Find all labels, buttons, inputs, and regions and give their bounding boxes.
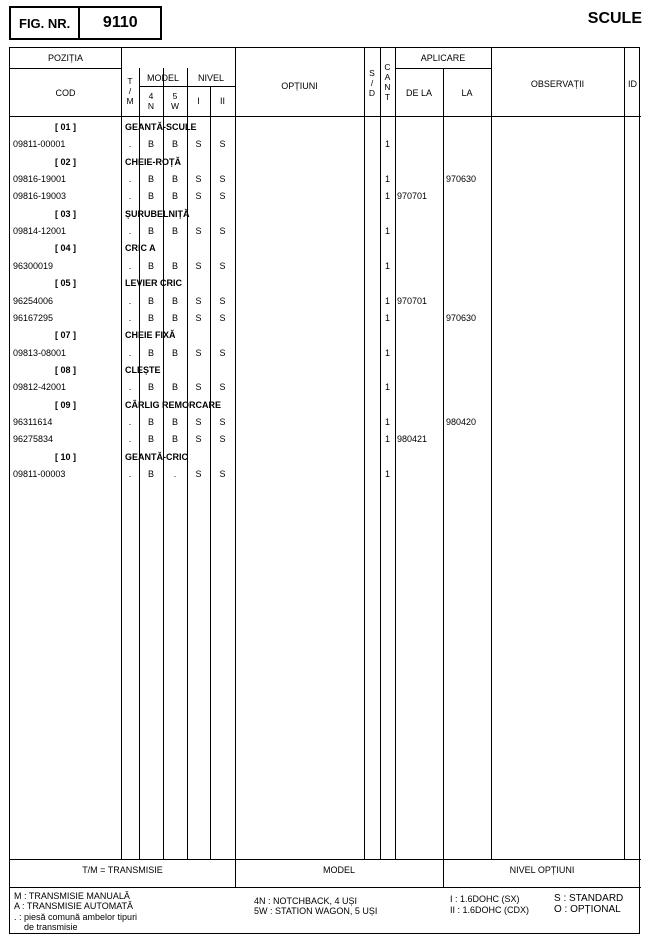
cell-nivel-2: S <box>219 295 226 306</box>
col-divider <box>121 48 122 859</box>
cell-nivel-2: S <box>219 434 226 445</box>
cell-dela: 970701 <box>397 191 428 202</box>
cell-tm: . <box>128 174 132 185</box>
cell-model-4n: B <box>147 469 154 479</box>
cell-model-5w: B <box>171 434 178 445</box>
cell-nivel-1: S <box>195 295 202 306</box>
legend-nivel-title: NIVEL OPȚIUNI <box>509 865 575 875</box>
cell-cant: 1 <box>384 139 390 150</box>
cell-la: 970630 <box>446 312 477 323</box>
cell-nivel-1: S <box>195 260 202 271</box>
position-number: [ 07 ] <box>54 330 76 341</box>
cell-cod: 96311614 <box>13 416 53 427</box>
cell-cant: 1 <box>384 174 390 185</box>
cell-model-4n: B <box>147 260 154 271</box>
cell-cod: 96254006 <box>13 295 54 306</box>
cell-nivel-1: S <box>195 416 202 427</box>
part-name: CÂRLIG REMORCARE <box>125 399 221 410</box>
cell-cant: 1 <box>384 382 390 393</box>
header-la: LA <box>461 88 473 98</box>
cell-tm: . <box>128 416 132 427</box>
figure-label: FIG. NR. <box>11 8 80 38</box>
header-divider <box>139 86 235 87</box>
cell-model-4n: B <box>147 191 154 202</box>
part-name: CLEȘTE <box>125 364 161 375</box>
cell-model-4n: B <box>147 312 154 323</box>
col-divider <box>624 48 625 859</box>
cell-nivel-1: S <box>195 347 202 358</box>
header-bottom-line <box>10 116 641 117</box>
cell-model-4n: B <box>147 295 154 306</box>
cell-nivel-1: S <box>195 312 202 323</box>
cell-model-4n: B <box>147 174 154 185</box>
cell-tm: . <box>128 469 132 479</box>
cell-nivel-1: S <box>195 174 202 185</box>
legend-tm-item: de transmisie <box>24 922 78 932</box>
cell-model-5w: B <box>171 139 178 150</box>
position-number: [ 01 ] <box>54 122 76 132</box>
col-divider <box>187 68 188 859</box>
legend-model-item: 4N : NOTCHBACK, 4 UȘI <box>254 896 358 906</box>
cell-nivel-2: S <box>219 312 226 323</box>
cell-cant: 1 <box>384 260 390 271</box>
cell-cod: 09811-00001 <box>13 139 66 150</box>
legend-standard: S : STANDARD <box>554 893 624 904</box>
cell-cod: 09812-42001 <box>13 382 67 393</box>
cell-nivel-1: S <box>195 434 202 445</box>
header-nivel-1: I <box>197 96 200 106</box>
section-title: SCULE <box>587 10 642 27</box>
cell-model-5w: B <box>171 347 178 358</box>
col-divider <box>443 68 444 887</box>
cell-cant: 1 <box>384 347 390 358</box>
cell-model-4n: B <box>147 139 154 150</box>
cell-cod: 96275834 <box>13 434 54 445</box>
header-pozitia: POZIȚIA <box>47 53 83 63</box>
cell-model-5w: B <box>171 226 178 237</box>
legend-model-item: 5W : STATION WAGON, 5 UȘI <box>254 906 378 916</box>
cell-cant: 1 <box>384 312 390 323</box>
cell-model-5w: B <box>171 295 178 306</box>
header-divider <box>10 68 122 69</box>
cell-cant: 1 <box>384 416 390 427</box>
col-divider <box>491 48 492 859</box>
cell-model-5w: B <box>171 416 178 427</box>
cell-model-5w: B <box>171 382 178 393</box>
cell-nivel-1: S <box>195 469 202 479</box>
cell-tm: . <box>128 226 132 237</box>
cell-nivel-2: S <box>219 469 226 479</box>
legend-nivel-item: II : 1.6DOHC (CDX) <box>450 905 530 915</box>
cell-cod: 96167295 <box>13 312 54 323</box>
header-tm: T / M <box>126 76 134 106</box>
cell-cod: 96300019 <box>13 260 54 271</box>
cell-tm: . <box>128 434 132 445</box>
cell-model-4n: B <box>147 434 154 445</box>
legend-tm-title: T/M = TRANSMISIE <box>82 865 163 875</box>
figure-number-box <box>9 6 162 40</box>
header-nivel-2: II <box>219 96 225 106</box>
header-dela: DE LA <box>405 88 432 98</box>
legend-tm-item: A : TRANSMISIE AUTOMATĂ <box>14 901 134 911</box>
cell-nivel-2: S <box>219 226 226 237</box>
parts-table <box>9 47 640 934</box>
cell-tm: . <box>128 139 132 150</box>
col-divider <box>163 68 164 859</box>
cell-model-5w: B <box>171 174 178 185</box>
cell-nivel-2: S <box>219 347 226 358</box>
cell-nivel-2: S <box>219 260 226 271</box>
cell-cod: 09816-19003 <box>13 191 67 202</box>
cell-tm: . <box>128 382 132 393</box>
header-cant: C A N T <box>384 62 391 102</box>
position-number: [ 03 ] <box>54 208 76 219</box>
cell-cod: 09811-00003 <box>13 469 66 479</box>
part-name: GEANTĂ-SCULE <box>125 122 197 132</box>
part-name: CHEIE-ROȚĂ <box>125 156 181 167</box>
header-nivel: NIVEL <box>197 73 224 83</box>
cell-nivel-2: S <box>219 416 226 427</box>
cell-nivel-1: S <box>195 139 202 150</box>
cell-tm: . <box>128 312 132 323</box>
col-divider <box>139 68 140 859</box>
legend-optional: O : OPȚIONAL <box>554 904 621 915</box>
position-number: [ 02 ] <box>54 156 76 167</box>
cell-model-5w: B <box>171 312 178 323</box>
cell-nivel-2: S <box>219 174 226 185</box>
cell-nivel-2: S <box>219 191 226 202</box>
cell-nivel-1: S <box>195 191 202 202</box>
cell-cod: 09816-19001 <box>13 174 67 185</box>
cell-dela: 970701 <box>397 295 428 306</box>
legend-nivel-item: I : 1.6DOHC (SX) <box>450 894 520 904</box>
cell-nivel-1: S <box>195 382 202 393</box>
header-sd: S / D <box>368 68 376 98</box>
cell-tm: . <box>128 347 132 358</box>
header-id: ID <box>628 79 637 89</box>
part-name: GEANTĂ-CRIC <box>125 451 188 462</box>
part-name: LEVIER CRIC <box>125 278 183 289</box>
header-model: MODEL <box>146 73 179 83</box>
legend-model-title: MODEL <box>322 865 355 875</box>
header-model-4n: 4 N <box>147 91 155 111</box>
cell-model-4n: B <box>147 416 154 427</box>
cell-la: 970630 <box>446 174 477 185</box>
part-name: CRIC A <box>125 243 156 254</box>
header-divider <box>395 68 491 69</box>
cell-cant: 1 <box>384 191 390 202</box>
header-cod: COD <box>55 88 76 98</box>
cell-cod: 09813-08001 <box>13 347 67 358</box>
cell-nivel-1: S <box>195 226 202 237</box>
legend-tm-item: M : TRANSMISIE MANUALĂ <box>14 891 130 901</box>
cell-tm: . <box>128 295 132 306</box>
cell-la: 980420 <box>446 416 477 427</box>
legend-top-line <box>10 859 641 860</box>
legend-tm-item: . : piesă comună ambelor tipuri <box>14 912 138 922</box>
cell-cod: 09814-12001 <box>13 226 67 237</box>
position-number: [ 04 ] <box>54 243 76 254</box>
header-model-5w: 5 W <box>170 91 180 111</box>
part-name: CHEIE FIXĂ <box>125 330 176 341</box>
cell-tm: . <box>128 191 132 202</box>
cell-cant: 1 <box>384 226 390 237</box>
header-optiuni: OPȚIUNI <box>281 81 318 91</box>
cell-model-4n: B <box>147 226 154 237</box>
cell-dela: 980421 <box>397 434 428 445</box>
col-divider <box>235 48 236 887</box>
cell-cant: 1 <box>384 295 390 306</box>
cell-nivel-2: S <box>219 139 226 150</box>
cell-model-4n: B <box>147 382 154 393</box>
position-number: [ 08 ] <box>54 364 76 375</box>
cell-cant: 1 <box>384 434 390 445</box>
cell-model-5w: B <box>171 260 178 271</box>
figure-number: 9110 <box>102 14 138 31</box>
cell-model-5w: . <box>173 469 177 479</box>
legend-header-line <box>10 887 641 888</box>
cell-nivel-2: S <box>219 382 226 393</box>
position-number: [ 10 ] <box>54 451 76 462</box>
part-name: ȘURUBELNIȚĂ <box>125 208 190 219</box>
cell-tm: . <box>128 260 132 271</box>
col-divider <box>380 48 381 859</box>
header-observatii: OBSERVAȚII <box>530 79 585 89</box>
col-divider <box>395 48 396 859</box>
position-number: [ 09 ] <box>54 399 76 410</box>
cell-model-5w: B <box>171 191 178 202</box>
cell-model-4n: B <box>147 347 154 358</box>
position-number: [ 05 ] <box>54 278 76 289</box>
cell-cant: 1 <box>384 469 390 479</box>
header-aplicare: APLICARE <box>420 53 466 63</box>
